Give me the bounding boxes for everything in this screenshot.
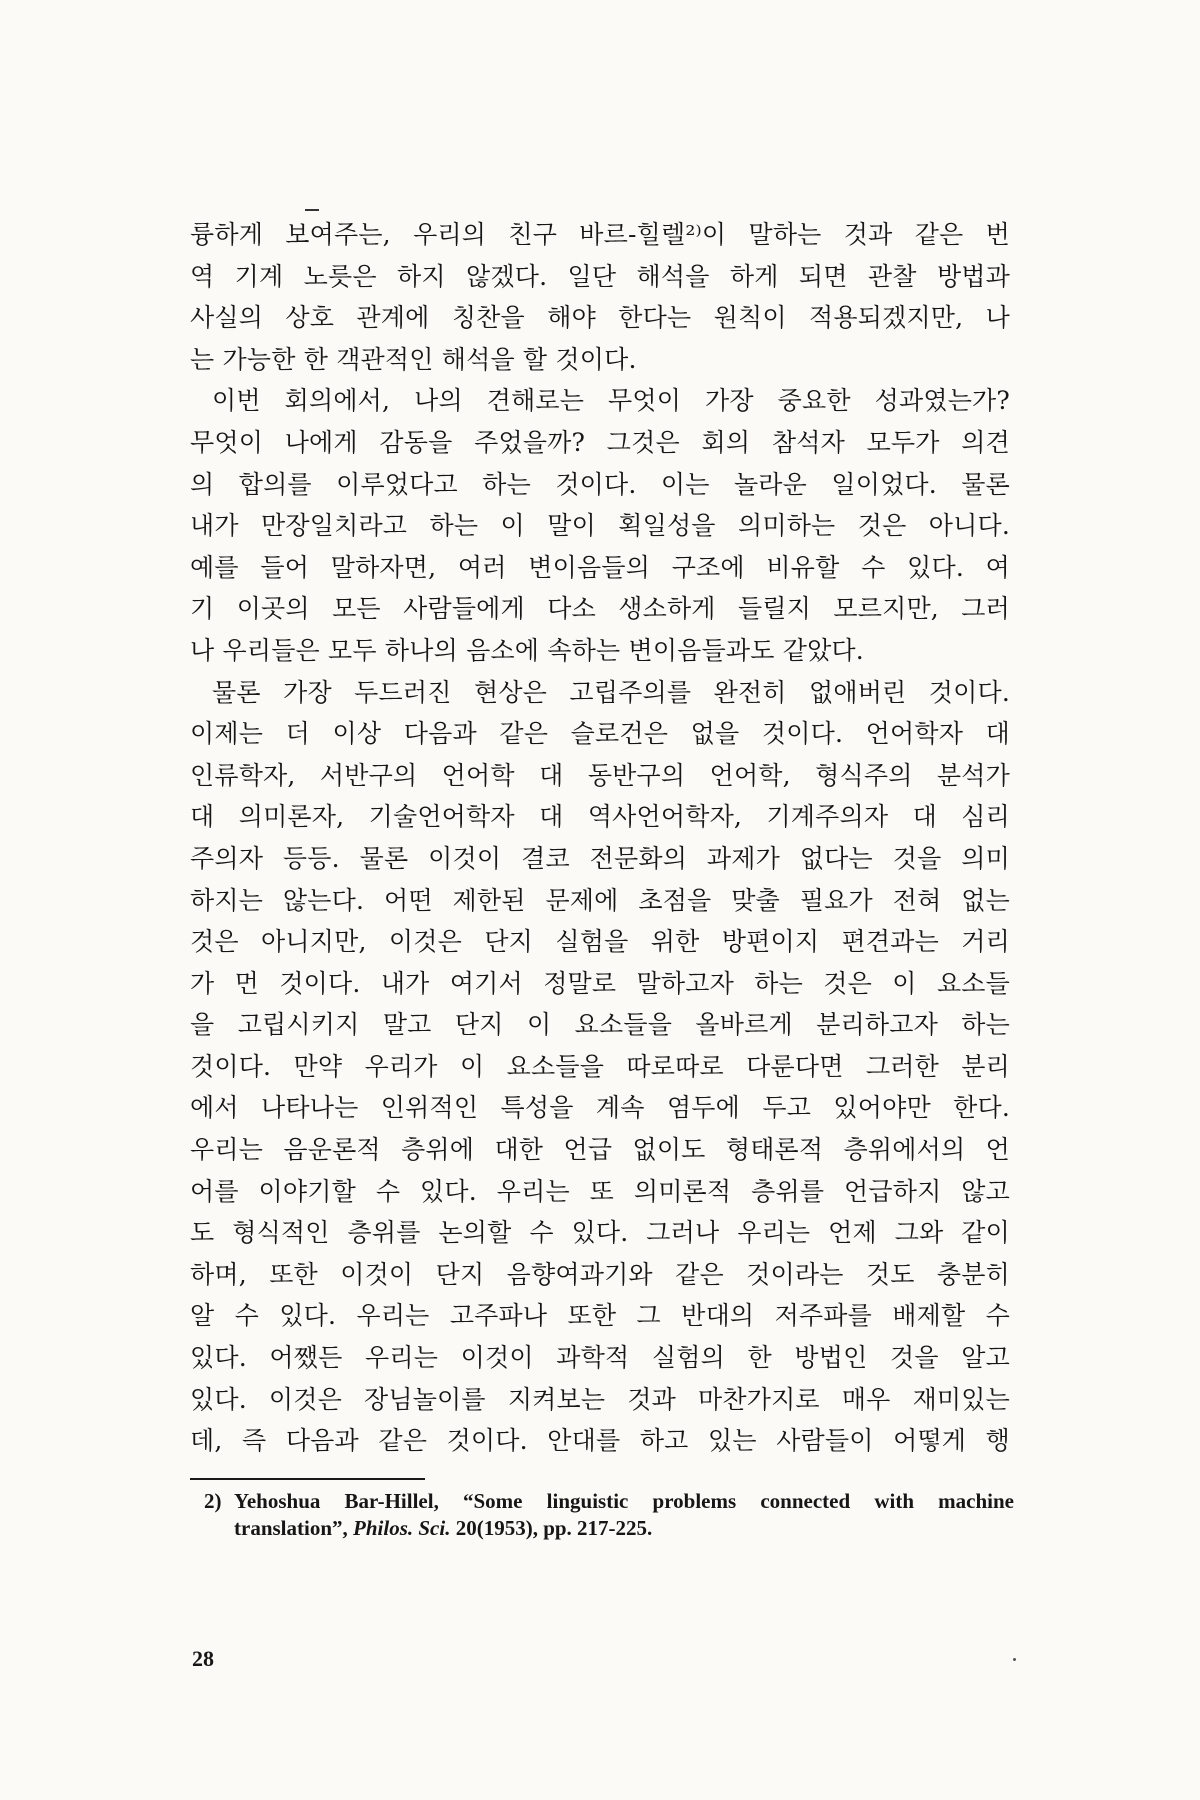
- text-line: 대 의미론자, 기술언어학자 대 역사언어학자, 기계주의자 대 심리: [190, 802, 1010, 832]
- text-line: 있다. 이것은 장님놀이를 지켜보는 것과 마찬가지로 매우 재미있는: [190, 1384, 1010, 1414]
- text-line: 물론 가장 두드러진 현상은 고립주의를 완전히 없애버린 것이다.: [212, 677, 1010, 707]
- text-line: 기 이곳의 모든 사람들에게 다소 생소하게 들릴지 모르지만, 그러: [190, 594, 1010, 624]
- page-number: 28: [192, 1646, 214, 1671]
- text-line: 사실의 상호 관계에 칭찬을 해야 한다는 원칙이 적용되겠지만, 나: [190, 303, 1010, 333]
- text-line: 의 합의를 이루었다고 하는 것이다. 이는 놀라운 일이었다. 물론: [190, 469, 1010, 499]
- text-line: 것은 아니지만, 이것은 단지 실험을 위한 방편이지 편견과는 거리: [190, 927, 1010, 957]
- text-line: 것이다. 만약 우리가 이 요소들을 따로따로 다룬다면 그러한 분리: [190, 1051, 1010, 1081]
- text-line: 인류학자, 서반구의 언어학 대 동반구의 언어학, 형식주의 분석가: [190, 760, 1010, 790]
- text-line: 는 가능한 한 객관적인 해석을 할 것이다.: [190, 344, 637, 374]
- text-line: 데, 즉 다음과 같은 것이다. 안대를 하고 있는 사람들이 어떻게 행: [190, 1426, 1010, 1456]
- text-line: 주의자 등등. 물론 이것이 결코 전문화의 과제가 없다는 것을 의미: [190, 843, 1010, 873]
- text-line: 예를 들어 말하자면, 여러 변이음들의 구조에 비유할 수 있다. 여: [190, 552, 1010, 582]
- text-line: 하지는 않는다. 어떤 제한된 문제에 초점을 맞출 필요가 전혀 없는: [190, 885, 1010, 915]
- text-line: 내가 만장일치라고 하는 이 말이 획일성을 의미하는 것은 아니다.: [190, 511, 1010, 541]
- text-line: 어를 이야기할 수 있다. 우리는 또 의미론적 층위를 언급하지 않고: [190, 1176, 1010, 1206]
- footnote-volume-pages: 20(1953), pp. 217-225.: [450, 1516, 653, 1540]
- footnote-title-end: translation”,: [234, 1516, 354, 1540]
- text-line: 륭하게 보여주는, 우리의 친구 바르-힐렐²⁾이 말하는 것과 같은 번: [190, 220, 1010, 249]
- footnote: [204, 1488, 1014, 1542]
- body-text: [190, 214, 1010, 1462]
- footnote-line-2: [204, 1515, 1014, 1542]
- text-line: 에서 나타나는 인위적인 특성을 계속 염두에 두고 있어야만 한다.: [190, 1093, 1010, 1123]
- text-line: 역 기계 노릇은 하지 않겠다. 일단 해석을 하게 되면 관찰 방법과: [190, 261, 1010, 291]
- text-line: 우리는 음운론적 층위에 대한 언급 없이도 형태론적 층위에서의 언: [190, 1135, 1010, 1165]
- footnote-journal: Philos. Sci.: [353, 1516, 451, 1540]
- text-line: 알 수 있다. 우리는 고주파나 또한 그 반대의 저주파를 배제할 수: [190, 1301, 1010, 1331]
- footnote-number: 2): [204, 1489, 222, 1513]
- footnote-divider: [190, 1478, 425, 1480]
- text-line: 이번 회의에서, 나의 견해로는 무엇이 가장 중요한 성과였는가?: [212, 386, 1010, 416]
- text-line: 가 먼 것이다. 내가 여기서 정말로 말하고자 하는 것은 이 요소들: [190, 968, 1010, 998]
- footnote-line-1: [204, 1488, 1014, 1515]
- text-line: 나 우리들은 모두 하나의 음소에 속하는 변이음들과도 같았다.: [190, 635, 864, 665]
- footnote-citation-start: Yehoshua Bar-Hillel, “Some linguistic problems connected with machine: [234, 1489, 1014, 1513]
- text-line: 하며, 또한 이것이 단지 음향여과기와 같은 것이라는 것도 충분히: [190, 1259, 1010, 1289]
- text-line: 이제는 더 이상 다음과 같은 슬로건은 없을 것이다. 언어학자 대: [190, 719, 1010, 749]
- text-line: 도 형식적인 층위를 논의할 수 있다. 그러나 우리는 언제 그와 같이: [190, 1218, 1010, 1248]
- print-mark: [305, 209, 319, 211]
- print-speck: [1013, 1658, 1016, 1661]
- text-line: 무엇이 나에게 감동을 주었을까? 그것은 회의 참석자 모두가 의견: [190, 427, 1010, 457]
- text-line: 을 고립시키지 말고 단지 이 요소들을 올바르게 분리하고자 하는: [190, 1010, 1010, 1040]
- text-line: 있다. 어쨌든 우리는 이것이 과학적 실험의 한 방법인 것을 알고: [190, 1343, 1010, 1373]
